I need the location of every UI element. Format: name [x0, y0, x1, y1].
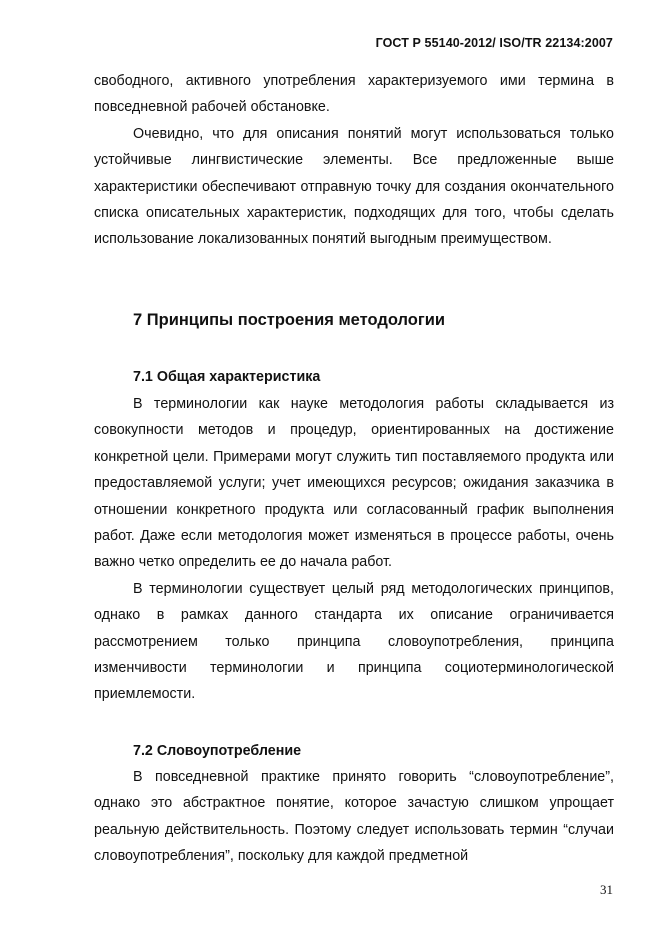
subsection-7-2-heading: 7.2 Словоупотребление — [133, 743, 302, 759]
subsection-7-1-heading: 7.1 Общая характеристика — [133, 369, 321, 385]
paragraph-continuation: свободного, активного употребления характеризуемого ими термина в повседневной рабочей обстановке. — [94, 73, 614, 116]
text-block-top — [94, 68, 614, 253]
paragraph-principles: В терминологии существует целый ряд методологических принципов, однако в рамках данного стандарта их описание ограничивается рассмотрением только принципа словоупотребления, принципа изменчивости терминологии и принципа социотерминологической приемлемости. — [94, 580, 614, 703]
document-header: ГОСТ Р 55140-2012/ ISO/TR 22134:2007 — [375, 36, 613, 50]
text-block-7-1 — [94, 391, 614, 708]
section-7-heading: 7 Принципы построения методологии — [133, 311, 446, 329]
paragraph-descriptive-characteristics: Очевидно, что для описания понятий могут использоваться только устойчивые лингвистические элементы. Все предложенные выше характеристики обеспечивают отправную точку для создания окончательного списка описательных характеристик, подходящих для того, чтобы сделать использование локализованных понятий выгодным преимуществом. — [94, 125, 614, 248]
page-number: 31 — [600, 882, 613, 897]
paragraph-methodology: В терминологии как науке методология работы складывается из совокупности методов и процедур, ориентированных на достижение конкретной цели. Примерами могут служить тип поставляемого продукта или предоставляемой услуги; учет имеющихся ресурсов; ожидания заказчика в отношении конкретного продукта или согласованный график выполнения работ. Даже если методология может изменяться в процессе работы, очень важно четко определить ее до начала работ. — [94, 396, 614, 571]
paragraph-word-usage: В повседневной практике принято говорить “словоупотребление”, однако это абстрактное понятие, которое зачастую слишком упрощает реальную действительность. Поэтому следует использовать термин “случаи словоупотребления”, поскольку для каждой предметной — [94, 769, 614, 865]
text-block-7-2 — [94, 764, 614, 870]
